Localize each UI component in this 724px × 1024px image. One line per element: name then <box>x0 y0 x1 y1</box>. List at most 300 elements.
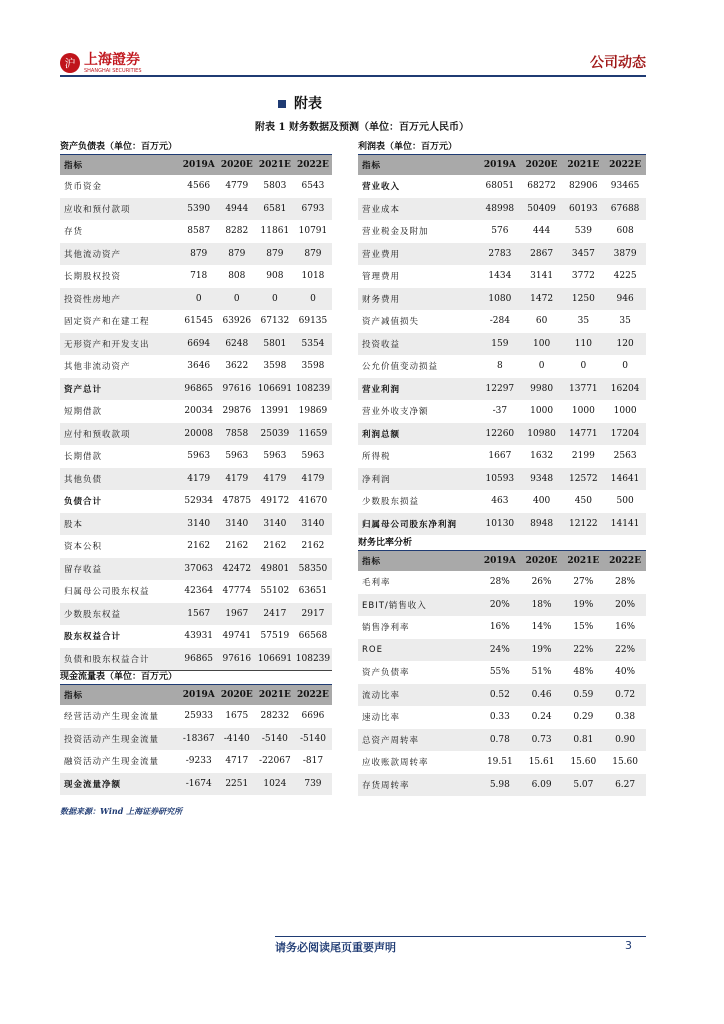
disclaimer-notice: 请务必阅读尾页重要声明 <box>275 941 396 954</box>
header-divider <box>60 75 646 77</box>
table-cell: 108239 <box>294 648 332 671</box>
table-row <box>60 265 332 288</box>
table-cell: 0.59 <box>562 684 604 707</box>
table-row <box>358 378 646 401</box>
table-cell: 3622 <box>225 361 249 372</box>
column-header: 2019A <box>180 155 218 175</box>
row-label: 应收账款周转率 <box>362 758 429 769</box>
table-cell: 2162 <box>301 541 325 552</box>
table-cell: 1000 <box>530 406 554 417</box>
row-label: 股东权益合计 <box>64 632 122 643</box>
table-cell: 100 <box>521 333 563 356</box>
table-cell: 16204 <box>604 378 646 401</box>
row-label: 营业成本 <box>358 198 479 221</box>
table-cell: 49801 <box>256 558 294 581</box>
table-row <box>60 333 332 356</box>
column-header: 2020E <box>521 551 563 571</box>
row-label: 投资收益 <box>358 333 479 356</box>
row-label: 无形资产和开发支出 <box>60 333 180 356</box>
table-cell: 20% <box>604 594 646 617</box>
table-cell: -284 <box>489 316 510 327</box>
table-row <box>358 310 646 333</box>
table-cell: 19% <box>562 594 604 617</box>
table-cell: 63926 <box>222 316 252 327</box>
table-row <box>358 729 646 752</box>
table-cell: 2563 <box>613 451 637 462</box>
table-cell: 5963 <box>187 451 211 462</box>
column-header: 2021E <box>562 155 604 175</box>
table-cell: 14641 <box>604 468 646 491</box>
table-cell: 29876 <box>222 406 252 417</box>
row-label: 流动比率 <box>358 684 479 707</box>
column-header: 指标 <box>60 155 180 175</box>
row-label: 资产负债率 <box>362 668 410 679</box>
table-cell: 97616 <box>218 378 256 401</box>
table-cell: 22% <box>604 639 646 662</box>
table-cell: 908 <box>266 271 284 282</box>
table-cell: 4179 <box>218 468 256 491</box>
table-cell: 0 <box>538 361 545 372</box>
row-label: 留存收益 <box>60 558 180 581</box>
table-cell: 12297 <box>479 378 521 401</box>
table-cell: 879 <box>256 243 294 266</box>
table-cell: 68272 <box>527 181 556 192</box>
table-cell: 608 <box>616 226 634 237</box>
table-cell: 22% <box>562 639 604 662</box>
table-cell: 500 <box>616 496 634 507</box>
table-row <box>358 288 646 311</box>
table-cell: 19.51 <box>486 757 513 768</box>
table-cell: 51% <box>531 667 552 678</box>
row-label: 营业外收支净额 <box>362 407 429 418</box>
table-cell: 106691 <box>256 648 294 671</box>
table-cell: 463 <box>491 496 509 507</box>
page-number: 3 <box>625 939 632 952</box>
column-header: 2022E <box>604 551 646 571</box>
table-cell: 1000 <box>571 406 595 417</box>
table-cell: 12122 <box>562 513 604 536</box>
table-cell: 8948 <box>521 513 563 536</box>
table-cell: 16% <box>489 622 510 633</box>
table-cell: 4179 <box>256 468 294 491</box>
table-cell: 40% <box>615 667 636 678</box>
table-row <box>60 648 332 671</box>
table-row <box>60 220 332 243</box>
row-label: 资本公积 <box>64 542 103 553</box>
row-label: 少数股东损益 <box>362 497 420 508</box>
table-cell: 43931 <box>184 631 214 642</box>
table-cell: 5963 <box>225 451 249 462</box>
table-cell: 16% <box>615 622 636 633</box>
table-row <box>60 705 332 728</box>
income-statement-title: 利润表（单位：百万元） <box>358 140 646 155</box>
table-cell: 48998 <box>479 198 521 221</box>
table-cell: 67132 <box>260 316 290 327</box>
table-row <box>60 400 332 423</box>
table-cell: 6581 <box>256 198 294 221</box>
column-header: 2019A <box>479 551 521 571</box>
table-row <box>358 175 646 198</box>
table-cell: 120 <box>604 333 646 356</box>
table-cell: 6793 <box>294 198 332 221</box>
table-cell: 19% <box>521 639 563 662</box>
table-cell: 20% <box>479 594 521 617</box>
table-cell: 47774 <box>222 586 252 597</box>
table-row <box>60 198 332 221</box>
table-cell: 0.73 <box>521 729 563 752</box>
row-label: 归属母公司股东权益 <box>64 587 150 598</box>
table-cell: 28% <box>615 577 636 588</box>
table-cell: 3140 <box>256 513 294 536</box>
table-cell: 15.61 <box>528 757 555 768</box>
row-label: 速动比率 <box>362 713 401 724</box>
table-cell: 0.29 <box>573 712 594 723</box>
table-cell: 49741 <box>222 631 252 642</box>
balance-sheet-panel <box>60 140 332 671</box>
column-header: 2022E <box>294 155 332 175</box>
table-row <box>358 616 646 639</box>
table-cell: 25933 <box>184 711 214 722</box>
table-cell: 41670 <box>298 496 328 507</box>
table-cell: 82906 <box>569 181 598 192</box>
table-cell: 97616 <box>218 648 256 671</box>
row-label: 负债合计 <box>64 497 103 508</box>
table-cell: 106691 <box>256 378 294 401</box>
column-header: 2022E <box>604 155 646 175</box>
row-label: 股本 <box>60 513 180 536</box>
table-cell: 1632 <box>530 451 554 462</box>
table-cell: 20034 <box>184 406 214 417</box>
row-label: 存货周转率 <box>358 774 479 797</box>
table-cell: 6.27 <box>604 774 646 797</box>
table-cell: 5.98 <box>479 774 521 797</box>
data-source: 数据来源：Wind 上海证券研究所 <box>60 806 183 816</box>
table-cell: 4717 <box>225 756 249 767</box>
table-cell: 808 <box>228 271 246 282</box>
table-cell: 1080 <box>479 288 521 311</box>
table-cell: 739 <box>294 773 332 796</box>
cash-flow-panel <box>60 670 332 795</box>
table-row <box>60 288 332 311</box>
table-row <box>60 580 332 603</box>
column-header: 2019A <box>479 155 521 175</box>
table-cell: 1567 <box>180 603 218 626</box>
table-cell: 11861 <box>260 226 290 237</box>
row-label: 经营活动产生现金流量 <box>64 712 160 723</box>
table-cell: 15% <box>573 622 594 633</box>
table-row <box>358 706 646 729</box>
table-cell: 14% <box>531 622 552 633</box>
row-label: 现金流量净额 <box>60 773 180 796</box>
table-cell: 5390 <box>180 198 218 221</box>
table-cell: 5801 <box>256 333 294 356</box>
table-cell: 0 <box>580 361 587 372</box>
table-cell: 110 <box>562 333 604 356</box>
row-label: 归属母公司股东净利润 <box>358 513 479 536</box>
table-cell: 67688 <box>604 198 646 221</box>
row-label: 利润总额 <box>358 423 479 446</box>
table-row <box>358 684 646 707</box>
table-cell: 7858 <box>218 423 256 446</box>
table-cell: 55102 <box>260 586 290 597</box>
logo-text: 上海證券 <box>84 51 140 68</box>
table-cell: 946 <box>604 288 646 311</box>
table-cell: 12572 <box>562 468 604 491</box>
row-label: 管理费用 <box>362 272 401 283</box>
row-label: 财务费用 <box>358 288 479 311</box>
row-label: 资产减值损失 <box>362 317 420 328</box>
ratio-table <box>358 551 646 796</box>
table-row <box>358 423 646 446</box>
table-cell: 11659 <box>294 423 332 446</box>
table-cell: -9233 <box>185 756 212 767</box>
table-row <box>358 333 646 356</box>
table-cell: 4779 <box>225 181 249 192</box>
table-cell: 26% <box>531 577 552 588</box>
table-cell: 5963 <box>301 451 325 462</box>
table-header-row <box>60 685 332 705</box>
table-cell: 879 <box>218 243 256 266</box>
table-row <box>60 535 332 558</box>
table-cell: 1434 <box>488 271 512 282</box>
column-header: 2020E <box>218 155 256 175</box>
table-cell: -37 <box>492 406 508 417</box>
table-cell: 4179 <box>180 468 218 491</box>
row-label: 货币资金 <box>64 182 103 193</box>
table-cell: 0.90 <box>604 729 646 752</box>
table-cell: 6.09 <box>521 774 563 797</box>
ratio-title: 财务比率分析 <box>358 536 646 551</box>
table-cell: 1018 <box>301 271 325 282</box>
footer-divider <box>275 936 646 937</box>
table-cell: 28232 <box>260 711 290 722</box>
table-cell: 10593 <box>479 468 521 491</box>
row-label: 毛利率 <box>362 578 391 589</box>
table-cell: 0.81 <box>562 729 604 752</box>
income-statement-panel <box>358 140 646 535</box>
cash-flow-title: 现金流量表（单位：百万元） <box>60 670 332 685</box>
table-cell: 0.38 <box>615 712 636 723</box>
row-label: 投资活动产生现金流量 <box>60 728 180 751</box>
table-cell: 69135 <box>298 316 328 327</box>
bullet-square-icon <box>278 100 286 108</box>
table-row <box>358 661 646 684</box>
table-cell: 42364 <box>184 586 214 597</box>
table-cell: 6694 <box>180 333 218 356</box>
table-row <box>60 310 332 333</box>
table-cell: 42472 <box>218 558 256 581</box>
ratio-panel <box>358 536 646 796</box>
table-cell: 5.07 <box>562 774 604 797</box>
table-cell: 17204 <box>604 423 646 446</box>
table-cell: 0 <box>218 288 256 311</box>
table-row <box>358 468 646 491</box>
table-cell: 0 <box>180 288 218 311</box>
table-row <box>358 400 646 423</box>
row-label: 营业收入 <box>362 182 401 193</box>
table-cell: 0.52 <box>479 684 521 707</box>
table-cell: 10130 <box>479 513 521 536</box>
table-cell: 450 <box>574 496 592 507</box>
table-header-row <box>358 551 646 571</box>
table-cell: 1472 <box>521 288 563 311</box>
table-row <box>358 490 646 513</box>
table-cell: 2199 <box>571 451 595 462</box>
table-cell: 4225 <box>613 271 637 282</box>
table-row <box>60 558 332 581</box>
table-row <box>358 265 646 288</box>
row-label: 营业利润 <box>358 378 479 401</box>
table-cell: 18% <box>521 594 563 617</box>
table-cell: 1250 <box>562 288 604 311</box>
table-cell: 3457 <box>562 243 604 266</box>
table-cell: 35 <box>577 316 590 327</box>
row-label: 少数股东权益 <box>60 603 180 626</box>
table-cell: 2917 <box>294 603 332 626</box>
table-cell: 3879 <box>604 243 646 266</box>
table-cell: 9348 <box>521 468 563 491</box>
table-cell: 49172 <box>260 496 290 507</box>
table-cell: -1674 <box>180 773 218 796</box>
table-cell: 8282 <box>225 226 249 237</box>
row-label: 其他非流动资产 <box>64 362 131 373</box>
table-cell: 61545 <box>184 316 214 327</box>
table-cell: 1000 <box>613 406 637 417</box>
column-header: 2021E <box>256 155 294 175</box>
balance-sheet-table <box>60 155 332 671</box>
table-row <box>358 774 646 797</box>
table-cell: 2867 <box>521 243 563 266</box>
table-row <box>358 445 646 468</box>
column-header: 2022E <box>294 685 332 705</box>
table-cell: 4566 <box>187 181 211 192</box>
income-statement-table <box>358 155 646 535</box>
table-row <box>60 773 332 796</box>
table-cell: 66568 <box>298 631 328 642</box>
table-row <box>358 513 646 536</box>
row-label: 融资活动产生现金流量 <box>64 757 160 768</box>
table-cell: 14141 <box>604 513 646 536</box>
table-row <box>60 243 332 266</box>
row-label: 其他流动资产 <box>60 243 180 266</box>
balance-sheet-title: 资产负债表（单位：百万元） <box>60 140 332 155</box>
table-cell: 3140 <box>218 513 256 536</box>
table-cell: 37063 <box>180 558 218 581</box>
table-cell: 6248 <box>218 333 256 356</box>
column-header: 指标 <box>358 551 479 571</box>
table-cell: 879 <box>294 243 332 266</box>
table-cell: 2417 <box>256 603 294 626</box>
table-cell: 2162 <box>225 541 249 552</box>
table-row <box>358 198 646 221</box>
table-cell: 539 <box>574 226 592 237</box>
table-row <box>358 220 646 243</box>
table-cell: 27% <box>573 577 594 588</box>
table-cell: 93465 <box>610 181 640 192</box>
table-cell: 1667 <box>488 451 512 462</box>
table-cell: 15.60 <box>612 757 638 768</box>
logo-subtext: SHANGHAI SECURITIES <box>84 67 142 74</box>
table-cell: 108239 <box>294 378 332 401</box>
table-caption: 附表 1 财务数据及预测（单位：百万元人民币） <box>255 122 469 133</box>
table-cell: 24% <box>479 639 521 662</box>
table-row <box>60 603 332 626</box>
row-label: 营业税金及附加 <box>362 227 429 238</box>
table-cell: 1024 <box>256 773 294 796</box>
table-cell: 6696 <box>301 711 325 722</box>
table-row <box>358 751 646 774</box>
table-header-row <box>358 155 646 175</box>
table-cell: -817 <box>302 756 324 767</box>
table-cell: 1675 <box>225 711 249 722</box>
table-cell: 0.72 <box>604 684 646 707</box>
table-cell: 13991 <box>260 406 290 417</box>
table-cell: 3140 <box>294 513 332 536</box>
row-label: 投资性房地产 <box>60 288 180 311</box>
table-cell: 58350 <box>294 558 332 581</box>
table-cell: 28% <box>489 577 510 588</box>
table-cell: 0 <box>622 361 628 372</box>
table-cell: 879 <box>180 243 218 266</box>
row-label: 长期借款 <box>64 452 103 463</box>
table-row <box>358 594 646 617</box>
table-row <box>60 513 332 536</box>
column-header: 2019A <box>180 685 218 705</box>
table-cell: 0.46 <box>521 684 563 707</box>
table-cell: 8 <box>496 361 503 372</box>
table-cell: 47875 <box>222 496 252 507</box>
table-cell: 25039 <box>256 423 294 446</box>
table-row <box>358 639 646 662</box>
table-cell: 4179 <box>294 468 332 491</box>
row-label: 资产总计 <box>60 378 180 401</box>
row-label: 其他负债 <box>60 468 180 491</box>
column-header: 2020E <box>218 685 256 705</box>
table-row <box>60 750 332 773</box>
row-label: 净利润 <box>358 468 479 491</box>
column-header: 2021E <box>256 685 294 705</box>
table-cell: -5140 <box>294 728 332 751</box>
table-cell: 6543 <box>301 181 325 192</box>
table-row <box>358 571 646 594</box>
table-cell: -22067 <box>259 756 291 767</box>
row-label: 负债和股东权益合计 <box>60 648 180 671</box>
table-cell: 2251 <box>218 773 256 796</box>
table-cell: 52934 <box>184 496 214 507</box>
table-row <box>60 490 332 513</box>
table-cell: 576 <box>491 226 509 237</box>
table-cell: 3646 <box>187 361 211 372</box>
table-cell: 3141 <box>530 271 554 282</box>
table-cell: 0 <box>294 288 332 311</box>
row-label: 存货 <box>64 227 84 238</box>
table-cell: 0 <box>256 288 294 311</box>
table-cell: -5140 <box>256 728 294 751</box>
table-cell: 13771 <box>562 378 604 401</box>
table-row <box>60 728 332 751</box>
cash-flow-table <box>60 685 332 795</box>
table-cell: 8587 <box>187 226 211 237</box>
table-row <box>60 445 332 468</box>
table-cell: 9980 <box>521 378 563 401</box>
table-cell: 50409 <box>521 198 563 221</box>
table-cell: 444 <box>533 226 551 237</box>
table-cell: 2783 <box>479 243 521 266</box>
table-cell: 3140 <box>180 513 218 536</box>
row-label: 所得税 <box>362 452 391 463</box>
table-cell: 3598 <box>263 361 287 372</box>
table-row <box>358 355 646 378</box>
